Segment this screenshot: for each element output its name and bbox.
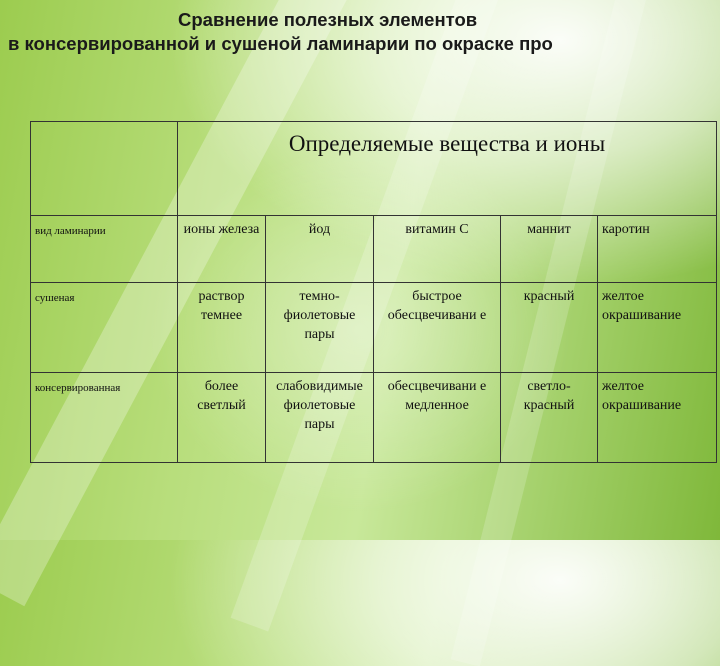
slide-title	[0, 8, 720, 56]
vitamin-c-cell: обесцвечивани е медленное	[374, 373, 501, 463]
comparison-table	[30, 121, 717, 463]
group-header: Определяемые вещества и ионы	[178, 122, 717, 216]
column-header-iodine: йод	[266, 216, 374, 283]
row-kind-cell: сушеная	[31, 283, 178, 373]
table-row	[31, 373, 717, 463]
table-header-row	[31, 216, 717, 283]
table-row	[31, 283, 717, 373]
slide-title-line-1: Сравнение полезных элементов	[178, 9, 478, 30]
column-header-vitamin-c: витамин С	[374, 216, 501, 283]
iodine-cell: темно-фиолетовые пары	[266, 283, 374, 373]
vitamin-c-cell: быстрое обесцвечивани е	[374, 283, 501, 373]
mannit-cell: красный	[501, 283, 598, 373]
iodine-cell: слабовидимые фиолетовые пары	[266, 373, 374, 463]
row-kind-cell: консервированная	[31, 373, 178, 463]
carotene-cell: желтое окрашивание	[598, 373, 717, 463]
mannit-cell: светло-красный	[501, 373, 598, 463]
table-group-header-row	[31, 122, 717, 216]
column-header-kind: вид ламинарии	[31, 216, 178, 283]
iron-cell: раствор темнее	[178, 283, 266, 373]
slide-title-line-2: в консервированной и сушеной ламинарии по окраске про	[8, 33, 553, 54]
column-header-iron: ионы железа	[178, 216, 266, 283]
table-corner-cell	[31, 122, 178, 216]
column-header-mannit: маннит	[501, 216, 598, 283]
carotene-cell: желтое окрашивание	[598, 283, 717, 373]
column-header-carotene: каротин	[598, 216, 717, 283]
iron-cell: более светлый	[178, 373, 266, 463]
